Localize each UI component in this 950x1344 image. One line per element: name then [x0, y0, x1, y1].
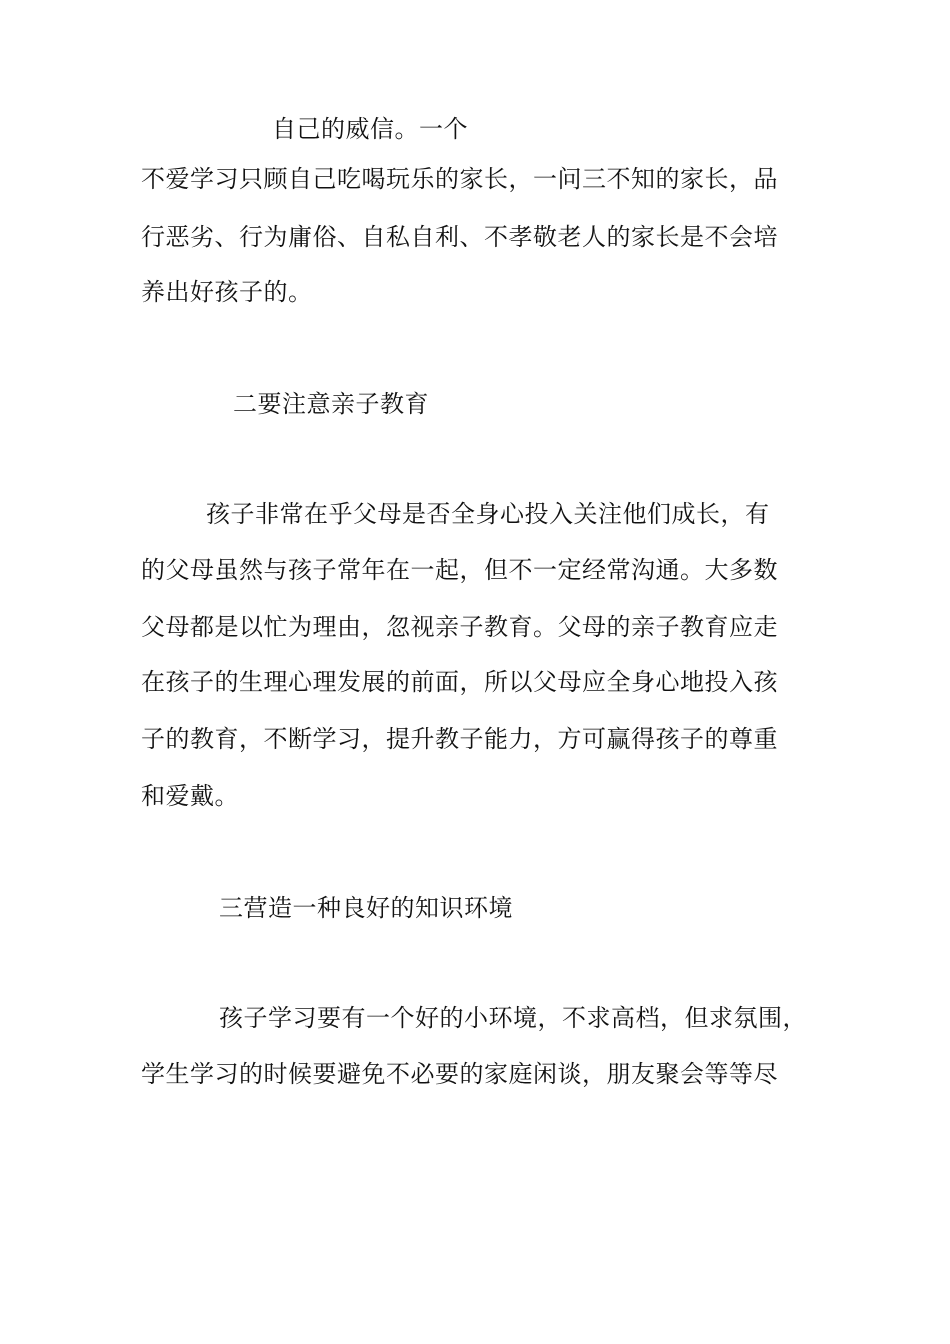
paragraph-line: 不爱学习只顾自己吃喝玩乐的家长，一问三不知的家长，品	[141, 165, 778, 193]
paragraph-line: 和爱戴。	[141, 782, 239, 810]
paragraph-line: 养出好孩子的。	[141, 278, 313, 306]
paragraph-line: 在孩子的生理心理发展的前面，所以父母应全身心地投入孩	[141, 668, 778, 696]
paragraph-line: 学生学习的时候要避免不必要的家庭闲谈，朋友聚会等等尽	[141, 1060, 778, 1088]
paragraph-line: 孩子学习要有一个好的小环境，不求高档，但求氛围，	[219, 1004, 807, 1032]
section-heading: 三营造一种良好的知识环境	[219, 894, 513, 922]
paragraph-line: 孩子非常在乎父母是否全身心投入关注他们成长，有	[206, 500, 770, 528]
paragraph-line: 自己的威信。一个	[272, 115, 468, 143]
section-heading: 二要注意亲子教育	[233, 390, 429, 418]
paragraph-line: 父母都是以忙为理由，忽视亲子教育。父母的亲子教育应走	[141, 613, 778, 641]
paragraph-line: 子的教育，不断学习，提升教子能力，方可赢得孩子的尊重	[141, 725, 778, 753]
paragraph-line: 行恶劣、行为庸俗、自私自利、不孝敬老人的家长是不会培	[141, 223, 778, 251]
paragraph-line: 的父母虽然与孩子常年在一起，但不一定经常沟通。大多数	[141, 556, 778, 584]
